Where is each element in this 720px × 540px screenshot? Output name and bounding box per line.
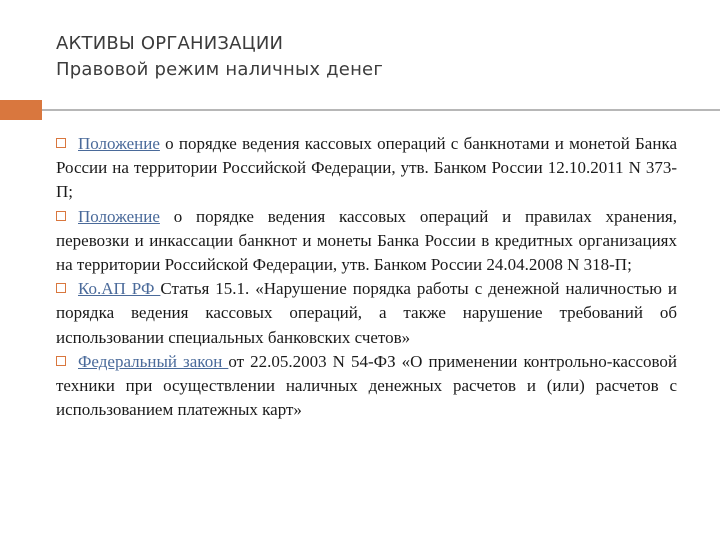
item-text: от 22.05.2003 N 54-ФЗ «О применении контрольно-кассовой техники при осуществлении наличных денежных расчетов и (или) расчетов с использованием платежных карт»: [56, 351, 678, 420]
document-link[interactable]: Ко.АП РФ: [78, 279, 161, 299]
bullet-list: [56, 132, 677, 422]
list-item: [56, 277, 677, 350]
document-link[interactable]: Положение: [78, 206, 160, 226]
divider-line: [42, 100, 720, 120]
item-text: Статья 15.1. «Нарушение порядка работы с денежной наличностью и порядка ведения кассовых операций, а также нарушение требований об использовании специальных банковских счетов»: [56, 279, 678, 347]
document-link[interactable]: Положение: [78, 134, 160, 153]
slide-header: [56, 31, 383, 83]
list-item: [56, 205, 677, 278]
list-item: [56, 350, 677, 423]
square-bullet-icon: [56, 138, 66, 148]
item-text: о порядке ведения кассовых операций и правилах хранения, перевозки и инкассации банкнот и монеты Банка России в кредитных организациях на территории Российской Федерации, утв. Банком России 24.04.2008 N 318-П;: [56, 206, 677, 275]
slide-title: АКТИВЫ ОРГАНИЗАЦИИ: [56, 33, 284, 54]
item-text: о порядке ведения кассовых операций с банкнотами и монетой Банка России на территории Российской Федерации, утв. Банком России 12.10.2011 N 373-П;: [56, 134, 677, 202]
list-item: [56, 132, 677, 205]
slide-subtitle: Правовой режим наличных денег: [56, 59, 383, 80]
square-bullet-icon: [56, 283, 66, 293]
square-bullet-icon: [56, 211, 66, 221]
square-bullet-icon: [56, 356, 66, 366]
accent-bar: [0, 100, 42, 120]
document-link[interactable]: Федеральный закон: [78, 351, 229, 371]
